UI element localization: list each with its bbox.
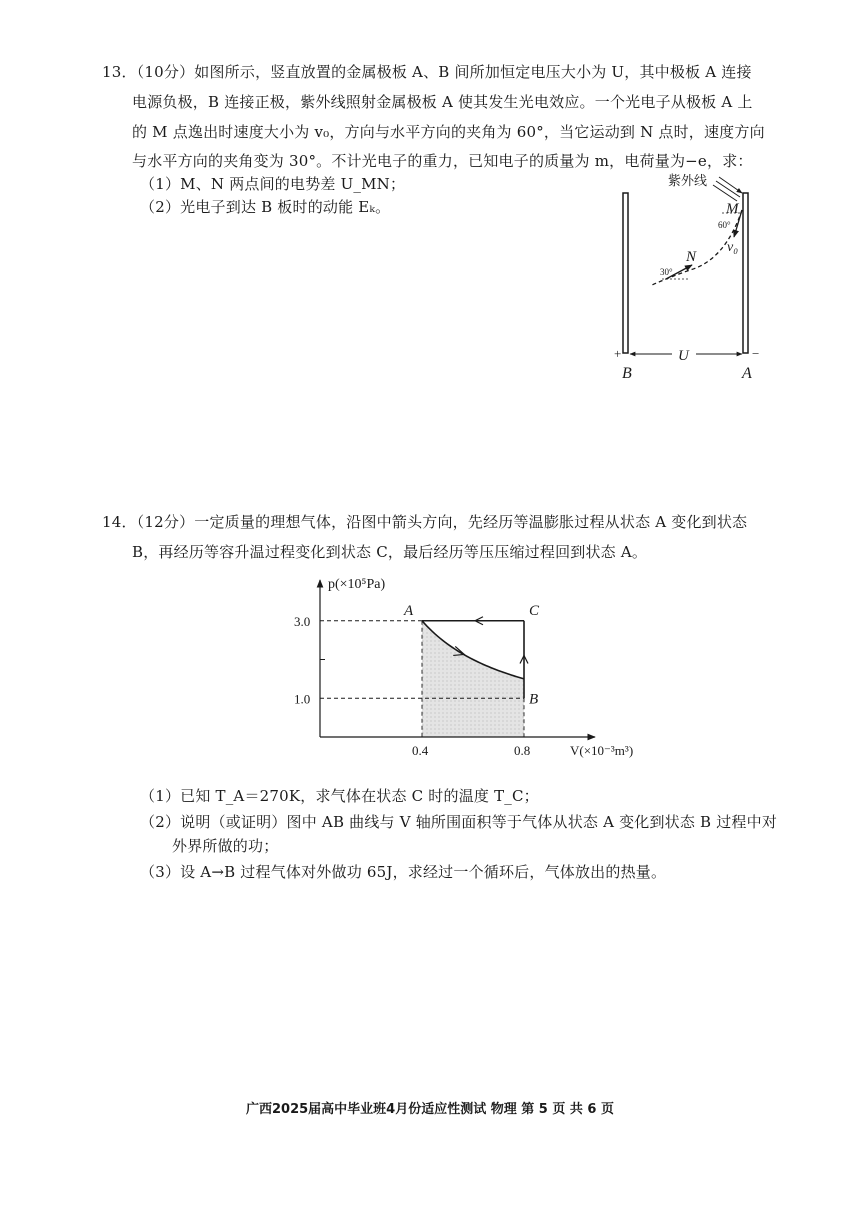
pv-chart (290, 572, 634, 772)
velocity-label: v₀ (727, 240, 739, 255)
x-tick-label-04: 0.4 (412, 743, 429, 758)
angle-m: 60° (718, 220, 731, 230)
q14-line-1: 14．（12分）一定质量的理想气体，沿图中箭头方向，先经历等温膨胀过程从状态 A 变化到状态 (102, 513, 748, 531)
point-m: M (726, 201, 739, 217)
page-footer: 广西2025届高中毕业班4月份适应性测试 物理 第 5 页 共 6 页 (246, 1102, 614, 1117)
q13-line-1: 13．（10分）如图所示，竖直放置的金属极板 A、B 间所加恒定电压大小为 U，其中极板 A 连接 (102, 63, 752, 81)
q13-line-3: 的 M 点逸出时速度大小为 v₀，方向与水平方向的夹角为 60°，当它运动到 N 点时，速度方向 (132, 123, 765, 141)
y-tick-label-3: 3.0 (294, 613, 311, 629)
q14-sub-3: （3）设 A→B 过程气体对外做功 65J，求经过一个循环后，气体放出的热量。 (140, 863, 667, 881)
q13-sub-1: （1）M、N 两点间的电势差 U_MN； (140, 175, 406, 193)
point-b-label: B (529, 691, 539, 708)
y-axis-label: p(×10⁵Pa) (328, 577, 386, 592)
plate-b-label: B (622, 365, 632, 382)
point-c-label: C (529, 602, 540, 619)
point-a-label: A (404, 602, 414, 619)
q13-line-2: 电源负极，B 连接正极，紫外线照射金属极板 A 使其发生光电效应。一个光电子从极板 A 上 (132, 93, 753, 111)
plates-figure (600, 165, 800, 385)
plate-a-label: A (742, 365, 752, 382)
voltage-label: U (678, 348, 689, 364)
q13-line-4: 与水平方向的夹角变为 30°。不计光电子的重力，已知电子的质量为 m，电荷量为−e，求： (132, 152, 753, 170)
x-tick-label-08: 0.8 (514, 743, 531, 758)
q14-sub-2-cont: 外界所做的功； (172, 837, 279, 855)
plus-sign: + (614, 346, 622, 361)
minus-sign: − (752, 346, 760, 361)
q14-sub-1: （1）已知 T_A＝270K，求气体在状态 C 时的温度 T_C； (140, 787, 539, 805)
q14-line-2: B，再经历等容升温过程变化到状态 C，最后经历等压压缩过程回到状态 A。 (132, 543, 648, 561)
q13-sub-2: （2）光电子到达 B 板时的动能 Eₖ。 (140, 198, 391, 216)
uv-label: 紫外线 (668, 173, 708, 188)
shaded-area (422, 621, 524, 737)
x-axis-label: V(×10⁻³m³) (570, 743, 634, 758)
y-tick-label-1: 1.0 (294, 691, 311, 707)
q14-sub-2: （2）说明（或证明）图中 AB 曲线与 V 轴所围面积等于气体从状态 A 变化到状态 B 过程中对 (140, 813, 778, 831)
plate-a (743, 193, 748, 353)
angle-n: 30° (660, 267, 673, 277)
point-n: N (686, 249, 697, 265)
plate-b (623, 193, 628, 353)
